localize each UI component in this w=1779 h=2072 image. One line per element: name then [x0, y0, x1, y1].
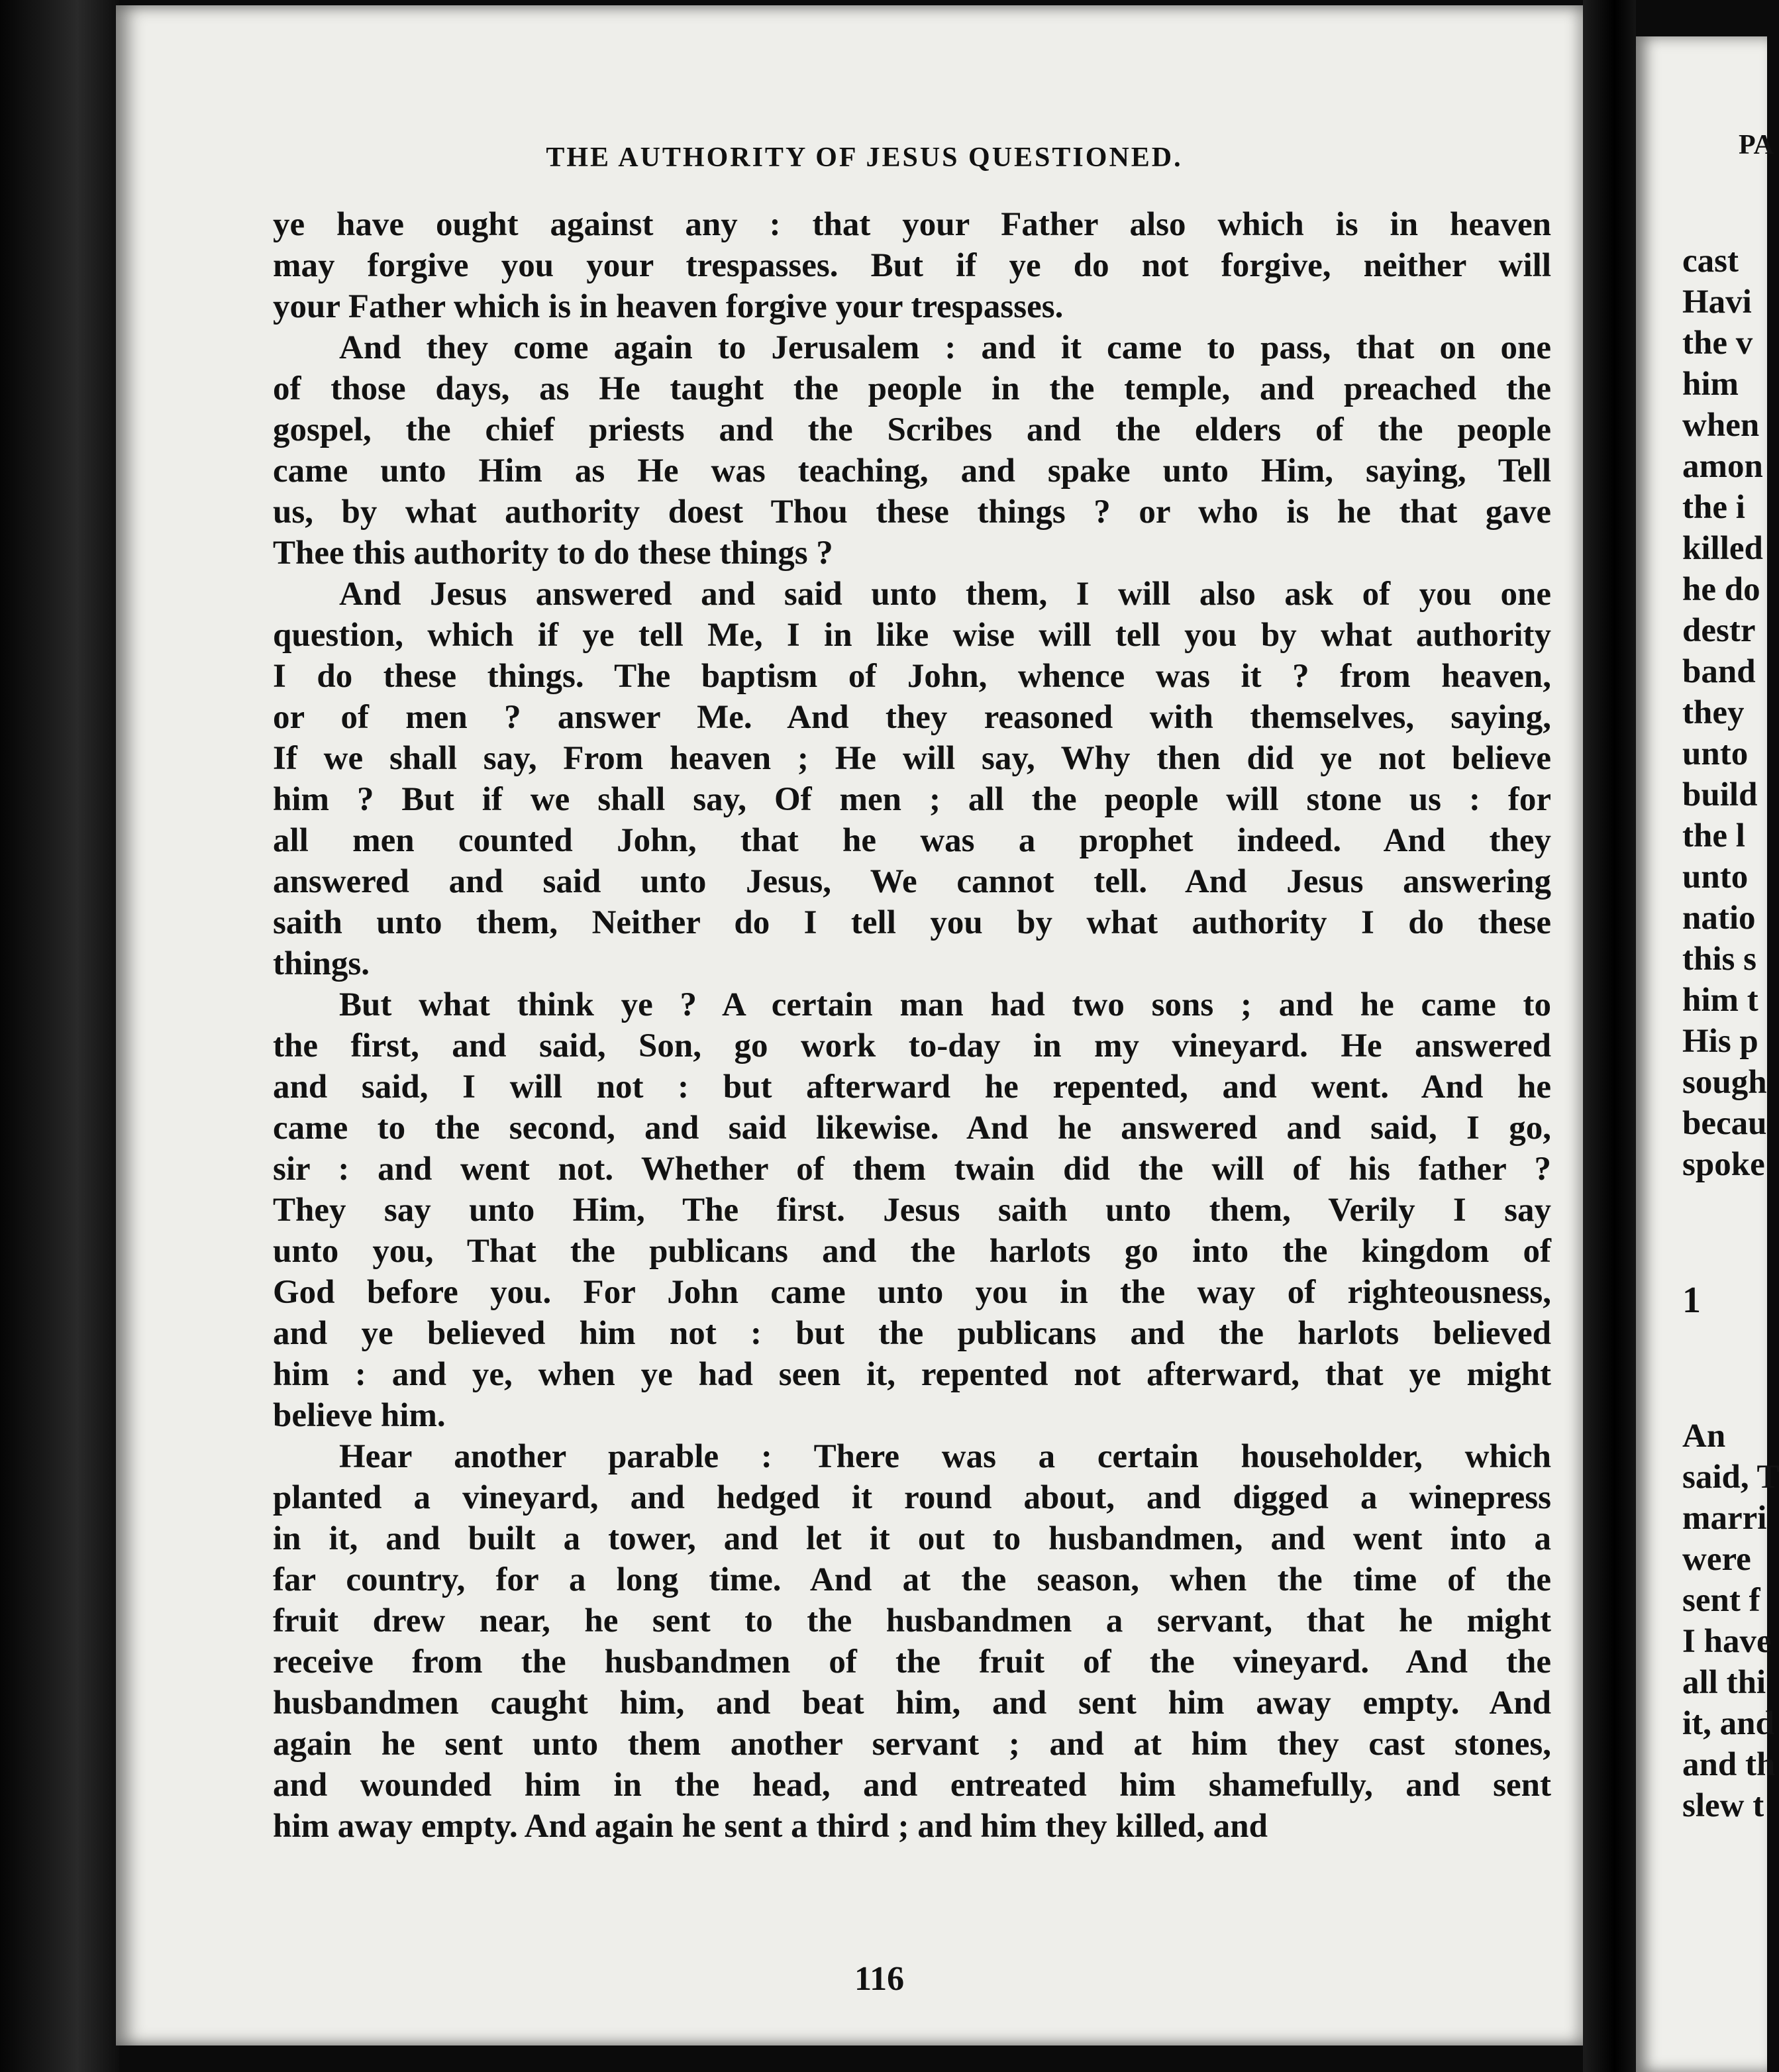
- text-line: Thee this authority to do these things ?: [273, 535, 833, 572]
- right-page: [1636, 36, 1779, 2072]
- right-text-line: the v: [1682, 325, 1753, 362]
- right-text-line: band: [1682, 653, 1756, 690]
- right-text-line: killed: [1682, 530, 1763, 567]
- right-spacer: [1682, 1185, 1779, 1267]
- text-line: saith unto them, Neither do I tell you by what authority I do these: [273, 904, 1551, 941]
- text-line: God before you. For John came unto you in the way of righteousness,: [273, 1274, 1551, 1311]
- right-text-line: when: [1682, 407, 1760, 444]
- text-line: and said, I will not : but afterward he repented, and went. And he: [273, 1068, 1551, 1106]
- right-text-line: Havi: [1682, 284, 1752, 321]
- right-text-line: An: [1682, 1418, 1726, 1455]
- right-text-line: the i: [1682, 489, 1745, 526]
- paragraph: [273, 574, 1551, 984]
- right-text-line: I have: [1682, 1623, 1772, 1660]
- right-text-line: him t: [1682, 982, 1758, 1019]
- text-line: planted a vineyard, and hedged it round about, and digged a winepress: [273, 1479, 1551, 1516]
- paragraph: [273, 204, 1551, 327]
- right-text-line: it, and: [1682, 1705, 1774, 1742]
- right-text-line: marri: [1682, 1500, 1767, 1537]
- right-text-line: sent f: [1682, 1582, 1760, 1619]
- text-line: him : and ye, when ye had seen it, repented not afterward, that ye might: [273, 1356, 1551, 1393]
- text-line: in it, and built a tower, and let it out to husbandmen, and went into a: [273, 1520, 1551, 1557]
- text-line: us, by what authority doest Thou these things ? or who is he that gave: [273, 493, 1551, 531]
- text-line: They say unto Him, The first. Jesus saith unto them, Verily I say: [273, 1192, 1551, 1229]
- right-text-line: and th: [1682, 1746, 1776, 1783]
- page-number: 116: [854, 1960, 905, 1998]
- right-text-line: said, T: [1682, 1459, 1779, 1496]
- right-text-line: sough: [1682, 1064, 1767, 1101]
- right-text-line: amon: [1682, 448, 1763, 485]
- right-text-line: destr: [1682, 612, 1756, 649]
- text-line: unto you, That the publicans and the harlots go into the kingdom of: [273, 1233, 1551, 1270]
- text-line: far country, for a long time. And at the season, when the time of the: [273, 1561, 1551, 1598]
- right-text-line: unto: [1682, 735, 1749, 772]
- book-binding: [0, 0, 119, 2072]
- text-line: came unto Him as He was teaching, and spake unto Him, saying, Tell: [273, 452, 1551, 490]
- text-line: him away empty. And again he sent a third ; and him they killed, and: [273, 1808, 1268, 1845]
- text-line: question, which if ye tell Me, I in like wise will tell you by what authority: [273, 617, 1551, 654]
- text-line: gospel, the chief priests and the Scribes and the elders of the people: [273, 411, 1551, 448]
- text-line: I do these things. The baptism of John, whence was it ? from heaven,: [273, 658, 1551, 695]
- text-line: answered and said unto Jesus, We cannot tell. And Jesus answering: [273, 863, 1551, 900]
- right-text-line: they: [1682, 694, 1745, 731]
- text-line: believe him.: [273, 1397, 446, 1434]
- text-line: him ? But if we shall say, Of men ; all the people will stone us : for: [273, 781, 1551, 818]
- right-text-line: him: [1682, 366, 1739, 403]
- text-line: the first, and said, Son, go work to-day in my vineyard. He answered: [273, 1027, 1551, 1064]
- right-text-line: natio: [1682, 900, 1756, 937]
- text-line: or of men ? answer Me. And they reasoned with themselves, saying,: [273, 699, 1551, 736]
- right-spacer: [1682, 1333, 1779, 1416]
- right-text-line: cast: [1682, 242, 1739, 280]
- right-page-text: [1682, 240, 1779, 1826]
- text-line: And Jesus answered and said unto them, I will also ask of you one: [339, 576, 1551, 613]
- right-text-line: becau: [1682, 1105, 1767, 1142]
- text-line: may forgive you your trespasses. But if ye do not forgive, neither will: [273, 247, 1551, 284]
- text-line: and ye believed him not : but the publicans and the harlots believed: [273, 1315, 1551, 1352]
- text-line: things.: [273, 945, 370, 982]
- text-line: fruit drew near, he sent to the husbandmen a servant, that he might: [273, 1602, 1551, 1639]
- text-line: But what think ye ? A certain man had two sons ; and he came to: [339, 986, 1551, 1023]
- right-text-line: slew t: [1682, 1787, 1764, 1824]
- text-line: husbandmen caught him, and beat him, and sent him away empty. And: [273, 1684, 1551, 1722]
- right-text-line: this s: [1682, 941, 1756, 978]
- right-text-line: he do: [1682, 571, 1760, 608]
- text-line: all men counted John, that he was a prophet indeed. And they: [273, 822, 1551, 859]
- text-line: sir : and went not. Whether of them twain did the will of his father ?: [273, 1151, 1551, 1188]
- body-text: [273, 204, 1551, 1847]
- paragraph: [273, 1436, 1551, 1847]
- paragraph: [273, 327, 1551, 574]
- text-line: again he sent unto them another servant ; and at him they cast stones,: [273, 1726, 1551, 1763]
- text-line: came to the second, and said likewise. And he answered and said, I go,: [273, 1110, 1551, 1147]
- text-line: of those days, as He taught the people in the temple, and preached the: [273, 370, 1551, 407]
- text-line: receive from the husbandmen of the fruit of the vineyard. And the: [273, 1643, 1551, 1681]
- right-text-line: all thi: [1682, 1664, 1766, 1701]
- book-gutter: [1583, 0, 1636, 2072]
- right-running-head: PA: [1739, 130, 1774, 160]
- right-text-line: His p: [1682, 1023, 1758, 1060]
- right-text-line: unto: [1682, 858, 1749, 896]
- paragraph: [273, 984, 1551, 1436]
- text-line: Hear another parable : There was a certain householder, which: [339, 1438, 1551, 1475]
- text-line: And they come again to Jerusalem : and it came to pass, that on one: [339, 329, 1551, 366]
- running-head: THE AUTHORITY OF JESUS QUESTIONED.: [546, 142, 1183, 173]
- right-text-line: build: [1682, 776, 1758, 813]
- text-line: ye have ought against any : that your Father also which is in heaven: [273, 206, 1551, 243]
- text-line: and wounded him in the head, and entreated him shamefully, and sent: [273, 1767, 1551, 1804]
- text-line: your Father which is in heaven forgive your trespasses.: [273, 288, 1064, 325]
- right-text-line: were: [1682, 1541, 1751, 1578]
- right-text-line: spoke: [1682, 1146, 1765, 1183]
- right-section-number: 1: [1682, 1280, 1701, 1321]
- text-line: If we shall say, From heaven ; He will say, Why then did ye not believe: [273, 740, 1551, 777]
- right-text-line: the l: [1682, 817, 1745, 855]
